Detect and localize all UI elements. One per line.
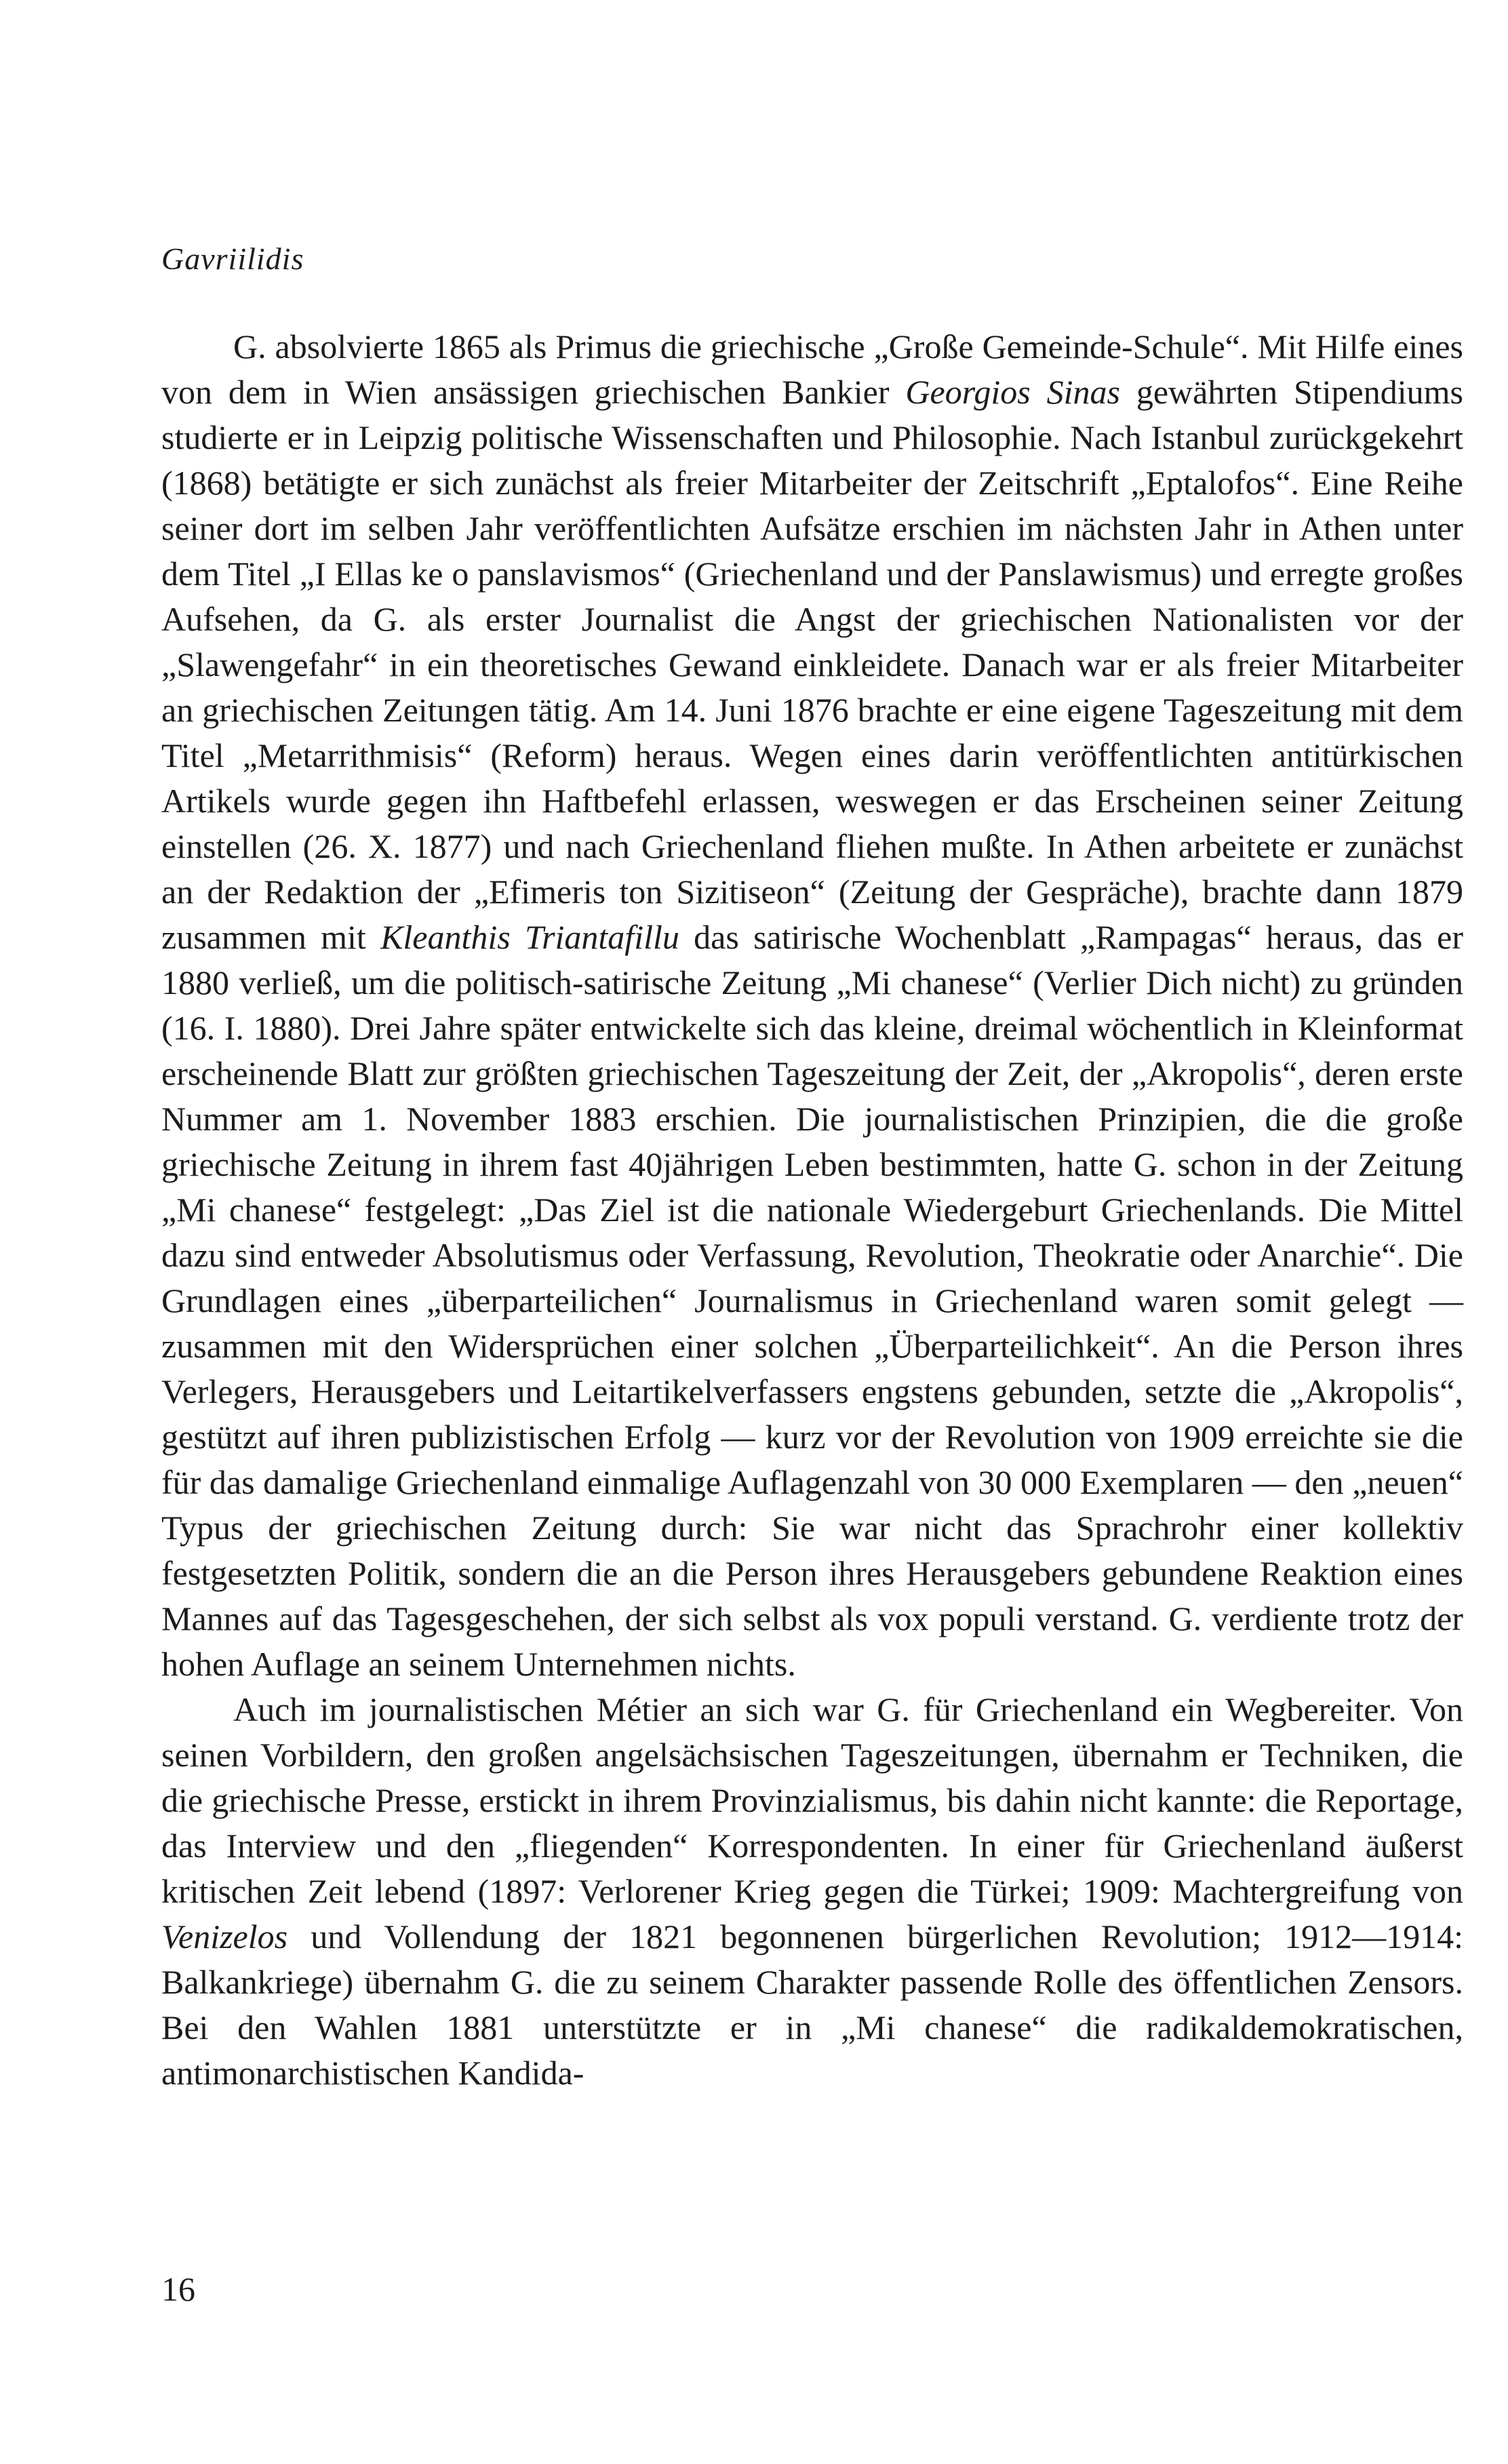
text-run: Auch im journalistischen Métier an sich war G. für Griechenland ein Wegbereiter. Von seinen Vorbildern, den großen angelsächsischen Tageszeitungen, übernahm er Techniken, die die griechische Presse, erstickt in ihrem Provinzialismus, bis dahin nicht kannte: die Reportage, das Interview und den „fliegenden“ Korrespondenten. In einer für Griechenland äußerst kritischen Zeit lebend (1897: Verlorener Krieg gegen die Türkei; 1909: Machtergreifung von [161,1690,1463,1910]
body-text [161,324,1463,2096]
paragraph [161,324,1463,1687]
italic-name: Venizelos [161,1917,288,1955]
text-run: G. absolvierte 1865 als Primus die griechische „Große Gemeinde-Schule“. Mit Hilfe eines von dem in Wien ansässigen griechischen Bankier [161,327,1463,411]
text-run: und Vollendung der 1821 begonnenen bürgerlichen Revolution; 1912—1914: Balkankriege) übernahm G. die zu seinem Charakter passende Rolle des öffentlichen Zensors. Bei den Wahlen 1881 unterstützte er in „Mi chanese“ die radikaldemokratischen, antimonarchistischen Kandida- [161,1917,1463,2092]
italic-name: Georgios Sinas [905,373,1120,411]
text-run: gewährten Stipendiums studierte er in Leipzig politische Wissenschaften und Philosophie. Nach Istanbul zurückgekehrt (1868) betätigte er sich zunächst als freier Mitarbeiter der Zeitschrift „Eptalofos“. Eine Reihe seiner dort im selben Jahr veröffentlichten Aufsätze erschien im nächsten Jahr in Athen unter dem Titel „I Ellas ke o panslavismos“ (Griechenland und der Panslawismus) und erregte großes Aufsehen, da G. als erster Journalist die Angst der griechischen Nationalisten vor der „Slawengefahr“ in ein theoretisches Gewand einkleidete. Danach war er als freier Mitarbeiter an griechischen Zeitungen tätig. Am 14. Juni 1876 brachte er eine eigene Tageszeitung mit dem Titel „Metarrithmisis“ (Reform) heraus. Wegen eines darin veröffentlichten antitürkischen Artikels wurde gegen ihn Haftbefehl erlassen, weswegen er das Erscheinen seiner Zeitung einstellen (26. X. 1877) und nach Griechenland fliehen mußte. In Athen arbeitete er zunächst an der Redaktion der „Efimeris ton Sizitiseon“ (Zeitung der Gespräche), brachte dann 1879 zusammen mit [161,373,1463,956]
italic-name: Kleanthis Triantafillu [380,918,679,956]
text-run: das satirische Wochenblatt „Rampagas“ heraus, das er 1880 verließ, um die politisch-satirische Zeitung „Mi chanese“ (Verlier Dich nicht) zu gründen (16. I. 1880). Drei Jahre später entwickelte sich das kleine, dreimal wöchentlich in Kleinformat erscheinende Blatt zur größten griechischen Tageszeitung der Zeit, der „Akropolis“, deren erste Nummer am 1. November 1883 erschien. Die journalistischen Prinzipien, die die große griechische Zeitung in ihrem fast 40jährigen Leben bestimmten, hatte G. schon in der Zeitung „Mi chanese“ festgelegt: „Das Ziel ist die nationale Wiedergeburt Griechenlands. Die Mittel dazu sind entweder Absolutismus oder Verfassung, Revolution, Theokratie oder Anarchie“. Die Grundlagen eines „überparteilichen“ Journalismus in Griechenland waren somit gelegt — zusammen mit den Widersprüchen einer solchen „Überparteilichkeit“. An die Person ihres Verlegers, Herausgebers und Leitartikelverfassers engstens gebunden, setzte die „Akropolis“, gestützt auf ihren publizistischen Erfolg — kurz vor der Revolution von 1909 erreichte sie die für das damalige Griechenland einmalige Auflagenzahl von 30 000 Exemplaren — den „neuen“ Typus der griechischen Zeitung durch: Sie war nicht das Sprachrohr einer kollektiv festgesetzten Politik, sondern die an die Person ihres Herausgebers gebundene Reaktion eines Mannes auf das Tagesgeschehen, der sich selbst als vox populi verstand. G. verdiente trotz der hohen Auflage an seinem Unternehmen nichts. [161,918,1463,1683]
page-number: 16 [161,2270,195,2308]
paragraph [161,1687,1463,2096]
running-head: Gavriilidis [161,241,304,276]
